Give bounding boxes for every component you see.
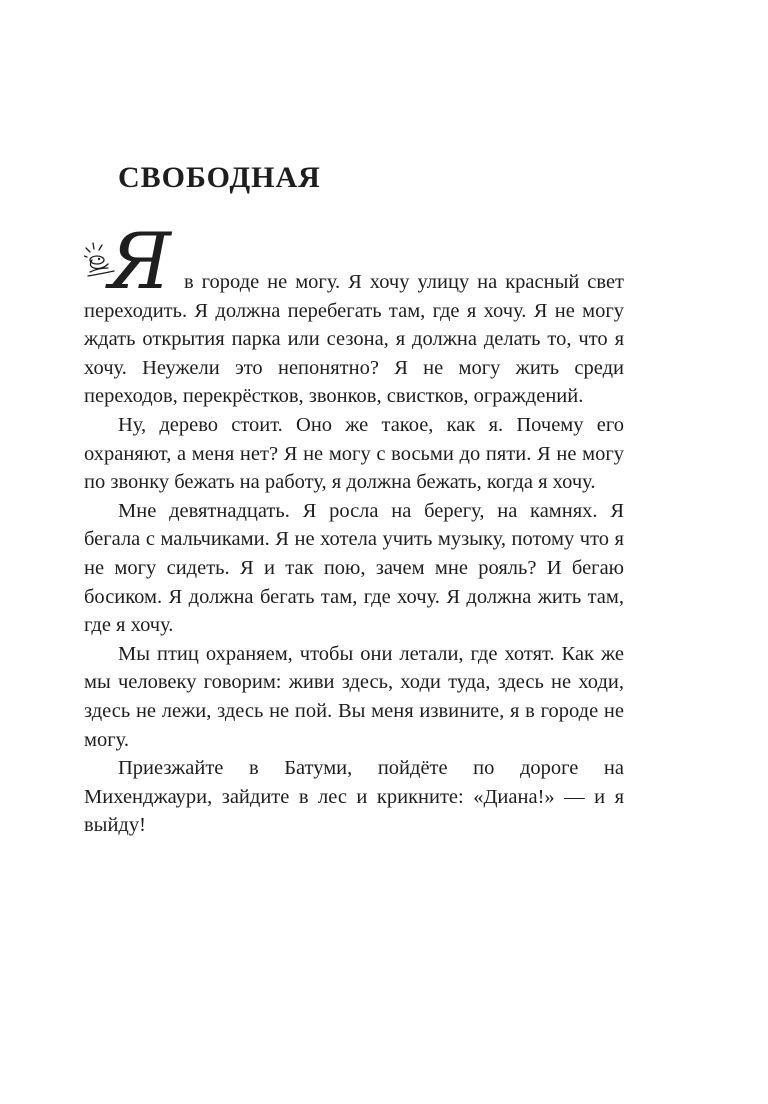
drop-cap <box>84 217 180 307</box>
paragraph-1 <box>84 217 624 411</box>
book-page <box>84 158 624 837</box>
chapter-title: СВОБОДНАЯ <box>118 161 321 194</box>
paragraph-4: Мы птиц охраняем, чтобы они летали, где хотят. Как же мы человеку говорим: живи здесь, ходи туда, здесь не ходи, здесь не лежи, здесь не пой. Вы меня извините, я в городе не могу. <box>84 642 624 751</box>
paragraph-3: Мне девятнадцать. Я росла на берегу, на камнях. Я бегала с мальчиками. Я не хотела учить музыку, потому что я не могу сидеть. Я и так пою, зачем мне рояль? И бегаю босиком. Я должна бегать там, где хочу. Я должна жить там, где я хочу. <box>84 499 624 637</box>
drop-cap-letter: Я <box>108 217 171 307</box>
chapter-text <box>84 217 624 840</box>
paragraph-2: Ну, дерево стоит. Оно же такое, как я. Почему его охраняют, а меня нет? Я не могу с восьми до пяти. Я не могу по звонку бежать на работу, я должна бежать, когда я хочу. <box>84 413 624 494</box>
paragraph-1-text: в городе не могу. Я хочу улицу на красный свет переходить. Я должна перебегать там, где я хочу. Я не могу ждать открытия парка или сезона, я должна делать то, что я хочу. Неужели это непонятно? Я не могу жить среди переходов, перекрёстков, звонков, свистков, ограждений. <box>84 271 624 408</box>
paragraph-5: Приезжайте в Батуми, пойдёте по дороге на Михенджаури, зайдите в лес и крикните: «Диана!» — и я выйду! <box>84 757 624 837</box>
